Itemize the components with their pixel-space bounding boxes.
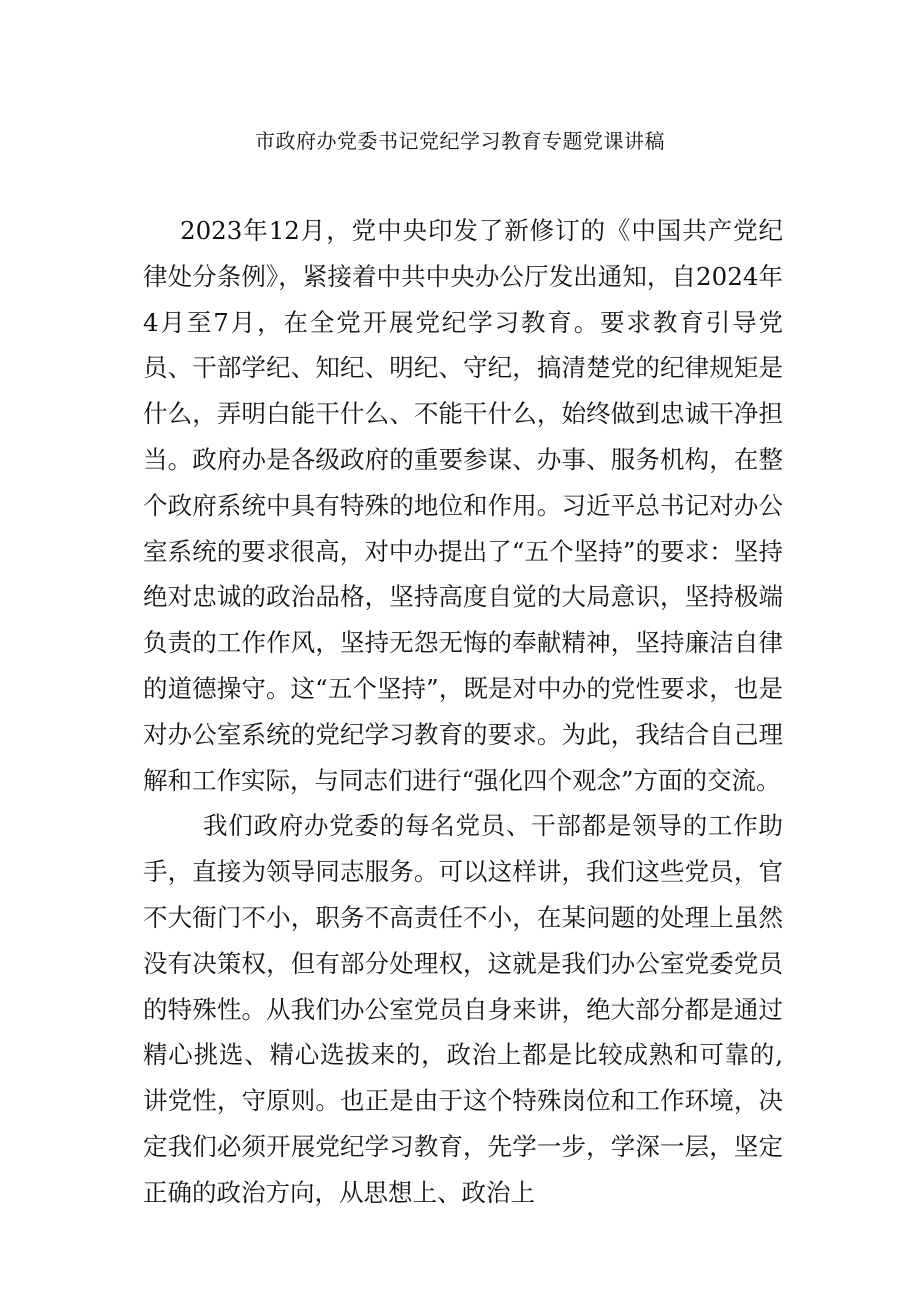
document-body — [143, 208, 783, 1216]
paragraph-1: 2023年12月，党中央印发了新修订的《中国共产党纪律处分条例》，紧接着中共中央办公厅发出通知，自2024年4月至7月，在全党开展党纪学习教育。要求教育引导党员、干部学纪、知纪、明纪、守纪，搞清楚党的纪律规矩是什么，弄明白能干什么、不能干什么，始终做到忠诚干净担当。政府办是各级政府的重要参谋、办事、服务机构，在整个政府系统中具有特殊的地位和作用。习近平总书记对办公室系统的要求很高，对中办提出了“五个坚持”的要求：坚持绝对忠诚的政治品格，坚持高度自觉的大局意识，坚持极端负责的工作作风，坚持无怨无悔的奉献精神，坚持廉洁自律的道德操守。这“五个坚持”，既是对中办的党性要求，也是对办公室系统的党纪学习教育的要求。为此，我结合自己理解和工作实际，与同志们进行“强化四个观念”方面的交流。 — [143, 216, 783, 795]
document-title: 市政府办党委书记党纪学习教育专题党课讲稿 — [255, 129, 665, 153]
paragraph-2: 我们政府办党委的每名党员、干部都是领导的工作助手，直接为领导同志服务。可以这样讲，我们这些党员，官不大衙门不小，职务不高责任不小，在某问题的处理上虽然没有决策权，但有部分处理权，这就是我们办公室党委党员的特殊性。从我们办公室党员自身来讲，绝大部分都是通过精心挑选、精心选拔来的，政治上都是比较成熟和可靠的,讲党性，守原则。也正是由于这个特殊岗位和工作环境，决定我们必须开展党纪学习教育，先学一步，学深一层，坚定正确的政治方向，从思想上、政治上 — [143, 811, 783, 1207]
